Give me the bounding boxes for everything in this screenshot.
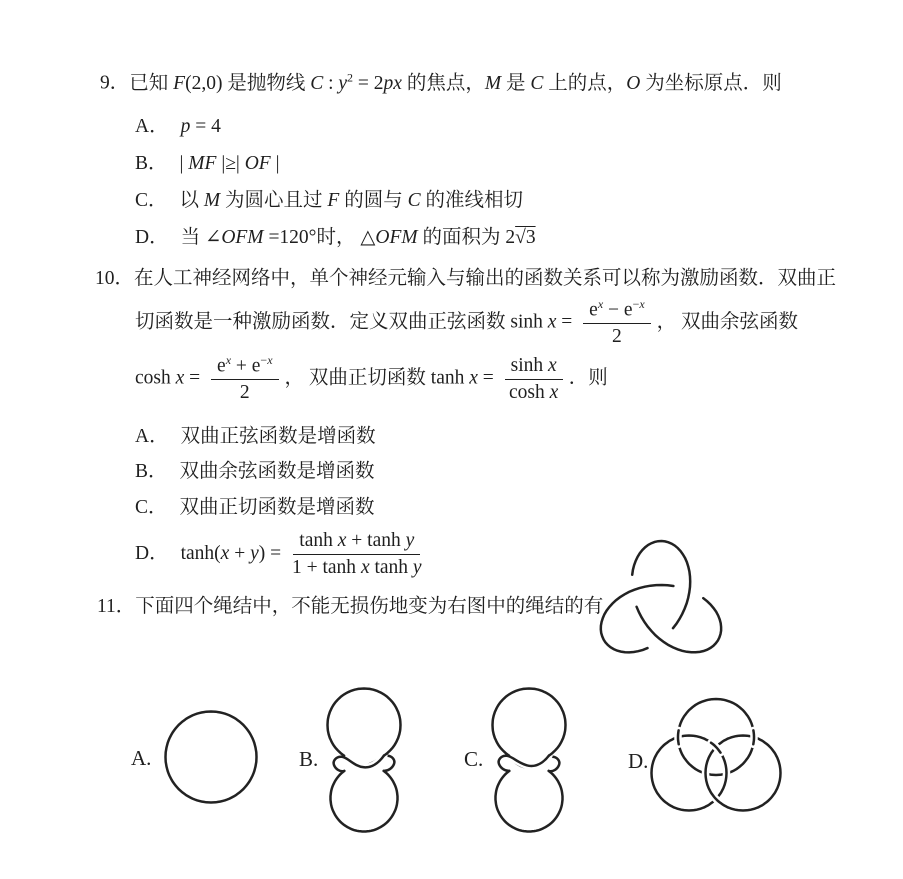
q10-option-a-label: A． bbox=[135, 426, 169, 447]
q10-option-b bbox=[135, 459, 375, 485]
q10-stem2-text: 切函数是一种激励函数．定义双曲正弦函数 sinh x = $\frac{e^x - e^{-x}}{2}$ ， 双曲余弦函数 bbox=[135, 296, 799, 348]
knot-option-c-figure bbox=[487, 686, 575, 838]
q9-option-b-label: B． bbox=[135, 153, 168, 174]
knot-option-b-figure bbox=[322, 686, 410, 838]
q9-option-c bbox=[135, 188, 523, 214]
q9-option-c-text: 以 M 为圆心且过 F 的圆与 C 的准线相切 bbox=[179, 190, 524, 211]
q11-stem bbox=[97, 594, 603, 620]
q9-option-d-text: 当 ∠OFM =120°时， △OFM 的面积为 2√3 bbox=[180, 227, 536, 248]
q9-option-b-text: | MF |≥| OF | bbox=[179, 153, 280, 174]
knot-option-a-label: A. bbox=[131, 746, 152, 770]
q10-stem-line2 bbox=[135, 297, 798, 349]
q10-option-d bbox=[135, 527, 428, 581]
q9-number: 9． bbox=[100, 72, 130, 94]
q10-option-c bbox=[135, 495, 375, 521]
knot-option-d-figure bbox=[645, 698, 797, 828]
q11-stem-text: 下面四个绳结中，不能无损伤地变为右图中的绳结的有 bbox=[135, 596, 604, 617]
q10-option-b-text: 双曲余弦函数是增函数 bbox=[179, 461, 375, 482]
q10-option-d-label: D． bbox=[135, 543, 169, 564]
knot-option-b-label: B. bbox=[299, 747, 319, 771]
q9-option-b bbox=[135, 151, 280, 177]
q10-stem1-text: 在人工神经网络中，单个神经元输入与输出的函数关系可以称为激励函数．双曲正 bbox=[134, 268, 837, 289]
q10-option-a-text: 双曲正弦函数是增函数 bbox=[180, 426, 376, 447]
q10-option-b-label: B． bbox=[135, 461, 168, 482]
q9-option-a-label: A． bbox=[135, 116, 169, 137]
q10-stem-line1 bbox=[95, 266, 836, 292]
knot-option-a-figure bbox=[163, 708, 263, 808]
q10-option-d-text: tanh(x + y) = $\frac{\text{tanh x + tanh y}}{\text{1 + tanh x tanh y}}$ bbox=[180, 529, 422, 578]
q10-number: 10． bbox=[95, 268, 135, 289]
trefoil-knot-figure bbox=[595, 526, 735, 661]
q9-option-a-text: p = 4 bbox=[180, 116, 221, 137]
q9-option-d bbox=[135, 225, 536, 251]
q11-number: 11． bbox=[97, 596, 136, 617]
q10-option-c-text: 双曲正切函数是增函数 bbox=[179, 497, 375, 518]
q10-option-a bbox=[135, 424, 376, 450]
q10-option-c-label: C． bbox=[135, 497, 168, 518]
q9-stem-text: 已知 F(2,0) 是抛物线 C : $y^2 = 2px$ 的焦点，M 是 C 上的点，O 为坐标原点．则 bbox=[129, 70, 782, 94]
q9-option-d-label: D． bbox=[135, 227, 169, 248]
q10-stem-line3 bbox=[135, 353, 608, 405]
knot-option-d-label: D. bbox=[628, 749, 649, 773]
q10-stem3-text: cosh x = $\frac{e^x + e^{-x}}{2}$ ， 双曲正切函数 tanh x = $\frac{\text{sinh x}}{\text{cosh x}}$ ．则 bbox=[135, 352, 608, 404]
q9-option-c-label: C． bbox=[135, 190, 168, 211]
q9-option-a bbox=[135, 114, 221, 140]
q9-stem bbox=[100, 64, 782, 97]
knot-option-c-label: C. bbox=[464, 747, 484, 771]
